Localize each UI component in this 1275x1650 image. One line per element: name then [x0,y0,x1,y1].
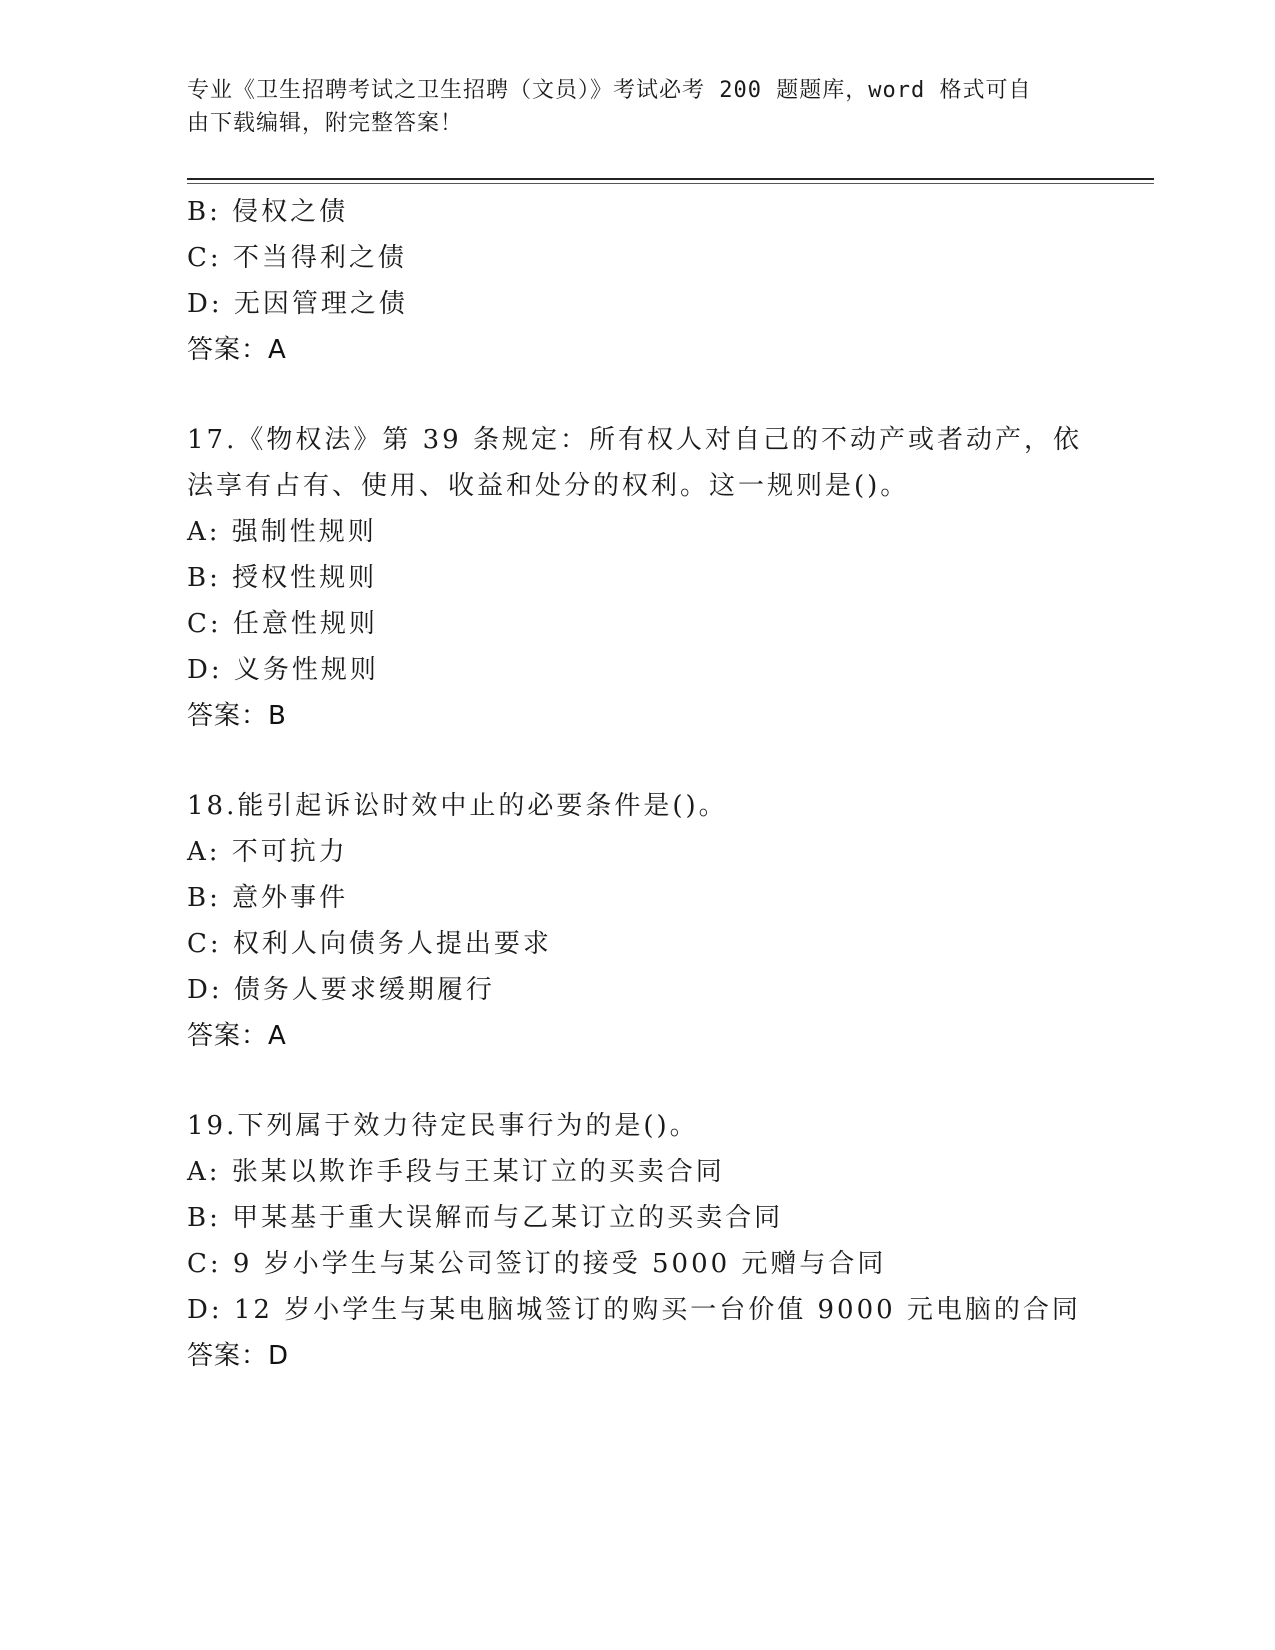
option-d: D: 12 岁小学生与某电脑城签订的购买一台价值 9000 元电脑的合同 [187,1295,1081,1325]
option-b: B: 意外事件 [187,883,349,913]
header-rule-thin [187,183,1154,184]
header-line: 专业《卫生招聘考试之卫生招聘（文员）》考试必考 200 题题库，word 格式可自 [187,78,1032,103]
option-c: C: 9 岁小学生与某公司签订的接受 5000 元赠与合同 [187,1249,887,1279]
option-b: B: 侵权之债 [187,197,349,227]
question-16-continued [187,189,1147,373]
option-b: B: 授权性规则 [187,563,378,593]
question-17 [187,417,1147,739]
answer-line: 答案：A [187,335,287,365]
option-a: A: 强制性规则 [187,517,377,547]
question-list [187,189,1147,1379]
stem-line: 18.能引起诉讼时效中止的必要条件是()。 [187,791,728,821]
question-stem [187,1103,1147,1149]
option-c: C: 任意性规则 [187,609,378,639]
question-18 [187,783,1147,1059]
stem-line: 17.《物权法》第 39 条规定：所有权人对自己的不动产或者动产，依 [187,425,1082,455]
option-d: D: 债务人要求缓期履行 [187,975,495,1005]
page-header [187,74,1067,140]
answer-line: 答案：D [187,1341,290,1371]
option-a: A: 张某以欺诈手段与王某订立的买卖合同 [187,1157,725,1187]
option-c: C: 不当得利之债 [187,243,407,273]
question-stem [187,417,1147,509]
option-d: D: 无因管理之债 [187,289,408,319]
answer-line: 答案：A [187,1021,287,1051]
question-stem [187,783,1147,829]
header-line: 由下载编辑，附完整答案！ [187,111,464,136]
option-b: B: 甲某基于重大误解而与乙某订立的买卖合同 [187,1203,784,1233]
stem-line: 19.下列属于效力待定民事行为的是()。 [187,1111,699,1141]
option-a: A: 不可抗力 [187,837,348,867]
answer-line: 答案：B [187,701,287,731]
question-19 [187,1103,1147,1379]
option-d: D: 义务性规则 [187,655,379,685]
stem-line: 法享有占有、使用、收益和处分的权利。这一规则是()。 [187,471,910,501]
header-rule [187,178,1154,180]
option-c: C: 权利人向债务人提出要求 [187,929,552,959]
